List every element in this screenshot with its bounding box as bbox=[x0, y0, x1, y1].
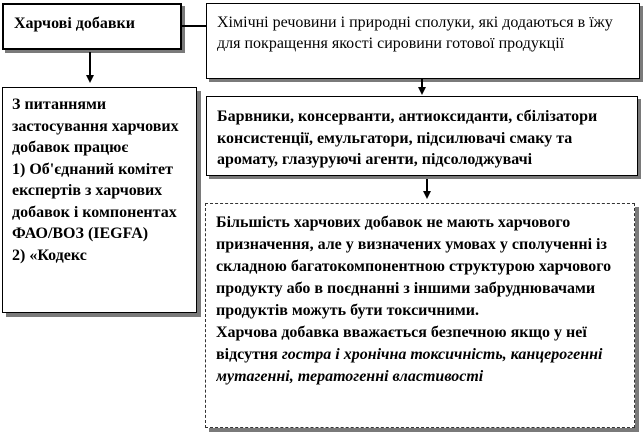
safety-properties-emphasis: гостра і хронічна токсичність, канцерогенні мутагенні, тератогенні властивості bbox=[216, 346, 603, 385]
arrow-to-organizations bbox=[86, 75, 94, 83]
safety-paragraph-1: Більшість харчових добавок не мають харчового призначення, але у визначених умовах у сполученні із складною багатокомпонентною структурою харчового продукту або в поєднанні з іншими забруднювачами продуктів можуть бути токсичними. bbox=[216, 214, 612, 319]
connector-title-definition bbox=[182, 25, 206, 27]
organization-item-2: 2) «Кодекс bbox=[12, 246, 87, 264]
arrow-to-types bbox=[418, 87, 426, 95]
connector-definition-down bbox=[421, 79, 423, 87]
title-text: Харчові добавки bbox=[14, 15, 135, 32]
definition-box bbox=[206, 3, 640, 79]
organizations-intro: З питаннями застосування харчових добавок працює bbox=[12, 96, 179, 156]
connector-title-down bbox=[89, 52, 91, 75]
safety-paragraph-2-text: Харчова добавка вважається безпечною якщо у неї відсутня bbox=[216, 324, 587, 363]
safety-box bbox=[205, 203, 635, 428]
connector-types-down bbox=[426, 179, 428, 191]
title-box bbox=[2, 3, 182, 50]
safety-paragraph-2 bbox=[216, 322, 628, 388]
definition-text: Хімічні речовини і природні сполуки, які додаються в їжу для покращення якості сировини готової продукції bbox=[217, 14, 613, 52]
types-box bbox=[206, 96, 638, 176]
arrow-to-safety bbox=[423, 191, 431, 199]
organization-item-1: 1) Об'єднаний комітет експертів з харчових добавок і компонентах ФАО/ВОЗ (IEGFA) bbox=[12, 160, 177, 242]
organizations-box bbox=[2, 87, 197, 313]
types-text: Барвники, консерванти, антиоксиданти, сбілізатори консистенції, емульгатори, підсилювачі смаку та аромату, глазуруючі агенти, підсолоджувачі bbox=[217, 108, 598, 168]
